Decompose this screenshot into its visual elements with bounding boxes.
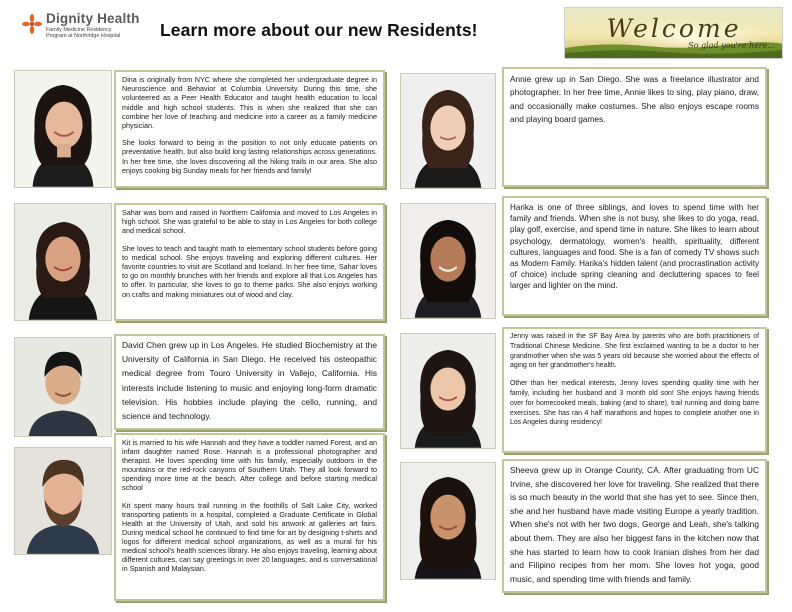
portrait-harika-image <box>401 204 495 318</box>
bio-paragraph: Sahar was born and raised in Northern California and moved to Los Angeles in high school. She was grateful to be able to stay in Los Angeles for both college and medical school. <box>122 208 377 236</box>
logo-subtitle-line-2: Program at Northridge Hospital <box>46 33 121 40</box>
portrait-dina-image <box>15 71 111 187</box>
welcome-word: Welcome <box>606 14 742 43</box>
resident-photo-annie <box>400 73 496 189</box>
bio-paragraph: Kit is married to his wife Hannah and they have a toddler named Forest, and an infant daughter named Rose. Hannah is a professional photographer and therapist. He loves spending time with his family, especially outdoors in the mountains or the red-rock canyons of Southern Utah. They all look forward to spending more time at the beach. After college and before starting medical school <box>122 438 377 493</box>
resident-card-dina <box>114 70 385 188</box>
resident-bio-annie <box>504 69 765 130</box>
resident-photo-jenny <box>400 333 496 449</box>
resident-bio-kit <box>116 435 383 576</box>
bio-paragraph: Jenny was raised in the SF Bay Area by parents who are both practitioners of Traditional Chinese Medicine. She first exclaimed wanting to be a doctor to her grandmother when she was 5 years old because she worried about the effects of aging on her grandmother's health. <box>510 333 759 370</box>
logo-subtitle <box>46 27 166 40</box>
resident-card-david-chen <box>114 334 385 430</box>
resident-bio-david-chen <box>116 336 383 426</box>
portrait-sheeva-image <box>401 463 495 579</box>
page-title: Learn more about our new Residents! <box>160 20 478 40</box>
resident-bio-harika <box>504 198 765 295</box>
bio-paragraph: She looks forward to being in the position to not only educate patients on preventative health, but also build long lasting relationships across generations. In her free time, she loves discovering all the hiking trails in our area. She also enjoys cooking big Sunday meals for her friends and family! <box>122 138 377 175</box>
bio-paragraph: Annie grew up in San Diego. She was a freelance illustrator and photographer. In her free time, Annie likes to sing, play piano, draw, and occasionally make costumes. She also enjoys escape rooms and playing board games. <box>510 74 759 125</box>
bio-paragraph: Harika is one of three siblings, and loves to spend time with her family and friends. When she is not busy, she likes to do yoga, read, play golf, exercise, and spend time in nature. She likes to learn about psychology, dermatology, women's health, spirituality, different cultures, languages and food. She is a fan of comedy TV shows such as Modern Family. Harika's hidden talent (and procrastination activity of choice) include spring cleaning and decluttering spaces to feel larger and lighter on the mind. <box>510 203 759 291</box>
welcome-banner <box>564 7 783 59</box>
bio-paragraph: Other than her medical interests, Jenny loves spending quality time with her family, including her husband and 3 month old son! She enjoys having friends over for homecooked meals, baking (and to share), trail running and doing barre exercises. She has ran 4 half marathons and hopes to complete another one in Los Angeles during residency! <box>510 380 759 427</box>
resident-bio-jenny <box>504 329 765 431</box>
bio-paragraph: She loves to teach and taught math to elementary school students before going to medical school. She enjoys traveling and exploring different cultures. Her favorite countries to visit are Scotland and Iceland. In her free time, Sahar loves to go on monthly brunches with her friends and explore all that Los Angeles has to offer. In particular, she loves to go to theme parks. She also enjoys working on crafts and making miniatures out of wood and clay. <box>122 243 377 299</box>
resident-card-jenny <box>502 327 767 453</box>
dignity-health-mark-icon <box>22 13 42 35</box>
resident-photo-kit <box>14 447 112 555</box>
resident-card-kit <box>114 433 385 601</box>
resident-photo-sahar <box>14 203 112 321</box>
resident-card-sahar <box>114 203 385 321</box>
dignity-health-logo <box>22 11 162 45</box>
resident-card-sheeva <box>502 459 767 593</box>
portrait-sahar-image <box>15 204 111 320</box>
resident-card-harika <box>502 196 767 316</box>
resident-bio-sahar <box>116 205 383 302</box>
bio-paragraph: Dina is originally from NYC where she completed her undergraduate degree in Neuroscience and Behavior at Columbia University. During this time, she volunteered as a Peer Health Educator and taught health education to local middle and high school students. This is when she realized that she can combine her love of teaching and medicine into a career as a family medicine physician. <box>122 75 377 131</box>
bio-paragraph: Kit spent many hours trail running in the foothills of Salt Lake City, worked transporting patients in a hospital, completed a Graduate Certificate in Global Health at the University of Utah, and sold his artwork at galleries art fairs. During medical school he continued to find time for art by designing t-shirts and logos for different medical school organizations, as well as a mural for his medical school's health sciences library. He also enjoys traveling, learning about different cultures, can say greetings in over 20 languages, and is conversational in Spanish and Malaysian. <box>122 500 377 574</box>
resident-photo-harika <box>400 203 496 319</box>
logo-subtitle-line-1: Family Medicine Residency <box>46 27 112 33</box>
resident-photo-david-chen <box>14 337 112 437</box>
resident-card-annie <box>502 67 767 187</box>
portrait-david-chen-image <box>15 338 111 436</box>
portrait-kit-image <box>15 448 111 554</box>
portrait-annie-image <box>401 74 495 188</box>
portrait-jenny-image <box>401 334 495 448</box>
bio-paragraph: Sheeva grew up in Orange County, CA. After graduating from UC Irvine, she discovered her love for traveling. She realized that there is so much beauty in the world that she has yet to see. Since then, she and her husband have made visiting Europe a yearly tradition. When she's not with her two dogs, George and Leah, she's talking about them. They are also her biggest fans in the kitchen now that she has started to learn how to cook Iranian dishes from her dad and Filipino recipes from her mom. She loves hot yoga, good music, and spending time with friends and family. <box>510 465 759 584</box>
welcome-tagline: So glad you're here... <box>688 41 775 50</box>
bio-paragraph: David Chen grew up in Los Angeles. He studied Biochemistry at the University of California in San Diego. He received his osteopathic medical degree from Touro University in Vallejo, California. His interests include listening to music and enjoying long-form dramatic television. His hobbies include playing the cello, running, and science and technology. <box>122 340 377 422</box>
resident-bio-sheeva <box>504 461 765 589</box>
resident-photo-sheeva <box>400 462 496 580</box>
logo-name: Dignity Health <box>46 11 140 26</box>
resident-bio-dina <box>116 72 383 178</box>
resident-photo-dina <box>14 70 112 188</box>
